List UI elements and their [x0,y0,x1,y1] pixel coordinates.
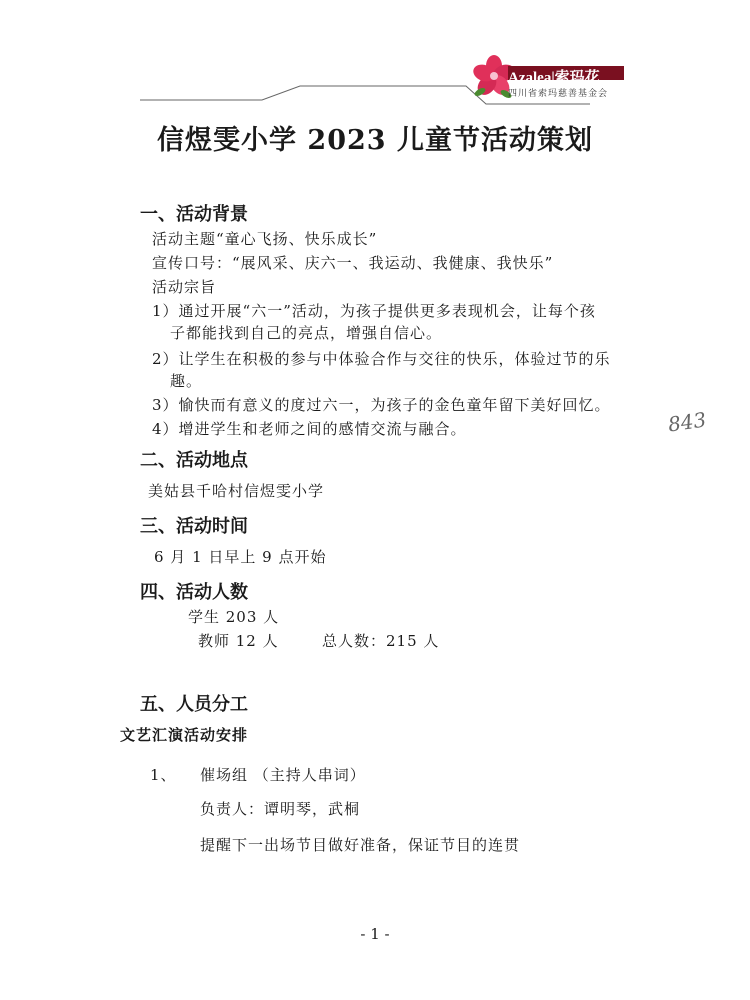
performance-arrangement-subheading: 文艺汇演活动安排 [120,726,249,744]
arrangement-duty: 提醒下一出场节目做好准备，保证节目的连贯 [200,836,521,854]
student-count: 学生 203 人 [188,608,280,626]
activity-slogan: 宣传口号：“展风采、庆六一、我运动、我健康、我快乐” [152,254,554,272]
section-5-heading: 五、人员分工 [140,694,248,715]
activity-time: 6 月 1 日早上 9 点开始 [154,548,327,566]
arrangement-item-name: 催场组 （主持人串词） [200,766,366,784]
handwritten-note: 843 [666,407,708,437]
logo-org-text: 四川省索玛慈善基金会 [508,89,609,99]
section-3-heading: 三、活动时间 [140,516,248,537]
arrangement-item-number: 1、 [150,766,177,784]
purpose-item: 子都能找到自己的亮点，增强自信心。 [170,324,443,342]
teacher-count: 教师 12 人 [198,632,279,650]
logo-brand-text: Azalea|索玛花 [508,70,600,86]
activity-theme: 活动主题“童心飞扬、快乐成长” [152,230,378,248]
section-1-heading: 一、活动背景 [140,204,248,225]
purpose-item: 趣。 [170,372,203,390]
purpose-label: 活动宗旨 [152,278,217,296]
page-title: 信煜雯小学 2023 儿童节活动策划 [157,125,593,156]
purpose-item: 2）让学生在积极的参与中体验合作与交往的快乐，体验过节的乐 [152,350,611,368]
purpose-item: 4）增进学生和老师之间的感情交流与融合。 [152,420,467,438]
arrangement-owner: 负责人：谭明琴，武桐 [200,800,361,818]
total-count: 总人数：215 人 [322,632,440,650]
page-number: - 1 - [360,925,390,943]
section-2-heading: 二、活动地点 [140,450,248,471]
purpose-item: 1）通过开展“六一”活动，为孩子提供更多表现机会，让每个孩 [152,302,596,320]
section-4-heading: 四、活动人数 [140,582,248,603]
activity-location: 美姑县千哈村信煜雯小学 [148,482,325,500]
purpose-item: 3）愉快而有意义的度过六一，为孩子的金色童年留下美好回忆。 [152,396,611,414]
